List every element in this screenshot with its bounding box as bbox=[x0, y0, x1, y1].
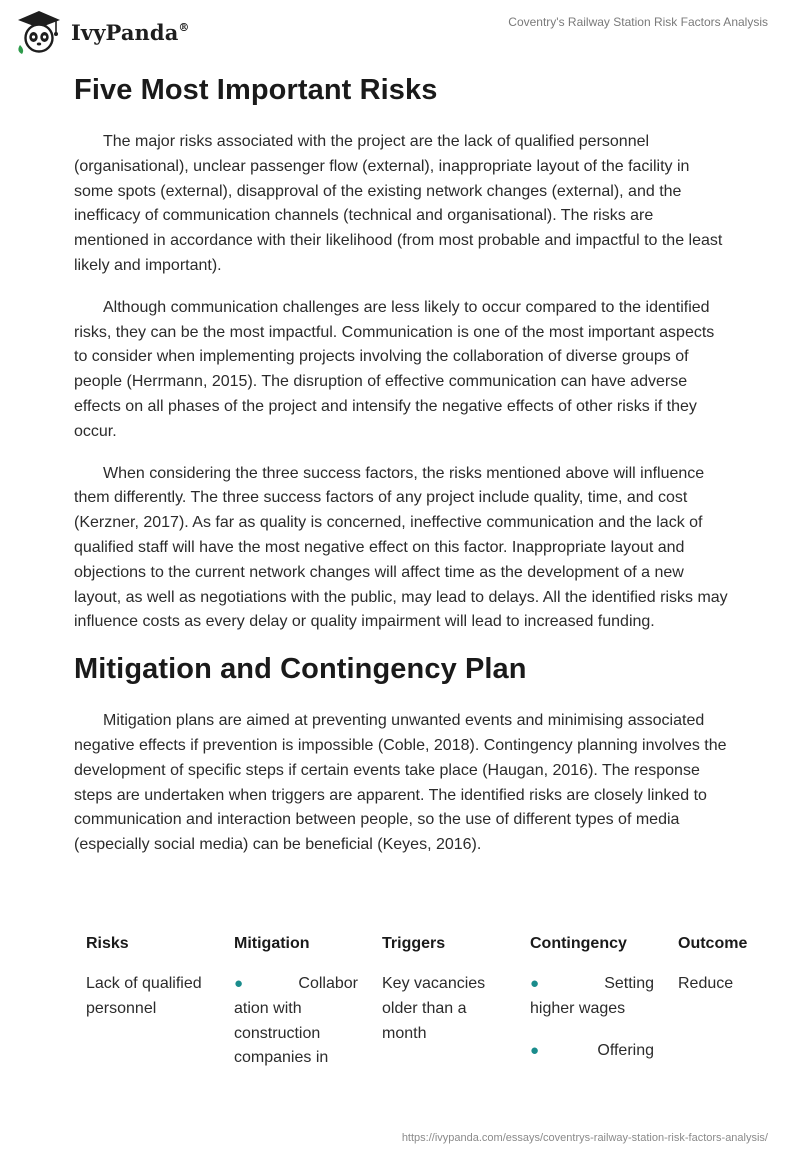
cell-risk: Lack of qualified personnel bbox=[86, 975, 202, 1017]
paragraph: Although communication challenges are less likely to occur compared to the identified risks, they can be the most impactful. Communication is one of the most important aspects to consider when implementing projects involving the collaboration of diverse groups of people (Herrmann, 2015). The disruption of effective communication can have adverse effects on all phases of the project and intensify the negative effects of other risks if they occur. bbox=[74, 298, 715, 440]
column-header-contingency: Contingency bbox=[530, 935, 627, 952]
bullet-icon: ● bbox=[530, 1041, 540, 1059]
column-header-outcome: Outcome bbox=[678, 935, 748, 952]
brand-name: IvyPanda® bbox=[71, 19, 190, 45]
column-header-mitigation: Mitigation bbox=[234, 935, 310, 952]
page-header bbox=[0, 0, 800, 62]
section-heading-risks: Five Most Important Risks bbox=[74, 74, 438, 106]
table-header-row bbox=[74, 928, 800, 968]
paragraph: Mitigation plans are aimed at preventing unwanted events and minimising associated negative effects if prevention is impossible (Coble, 2018). Contingency planning involves the development of specific steps if certain events take place (Haugan, 2016). The response steps are undertaken when triggers are apparent. The identified risks are closely linked to communication and interaction between people, so the use of different types of media (especially social media) can be beneficial (Keyes, 2016). bbox=[74, 712, 727, 854]
table-row bbox=[74, 968, 800, 1071]
risk-table bbox=[74, 928, 800, 1071]
document-title: Coventry's Railway Station Risk Factors Analysis bbox=[508, 15, 768, 29]
bullet-first-word: Setting bbox=[604, 975, 654, 992]
panda-graduate-icon bbox=[14, 9, 64, 55]
cell-trigger: Key vacancies older than a month bbox=[382, 975, 486, 1042]
bullet-icon: ● bbox=[234, 975, 244, 992]
cell-mitigation bbox=[222, 972, 370, 1071]
column-header-risks: Risks bbox=[86, 935, 129, 952]
bullet-first-word: Offering bbox=[597, 1041, 654, 1059]
brand-logo[interactable] bbox=[14, 8, 190, 56]
bullet-first-word: Collabor bbox=[298, 975, 358, 992]
list-item bbox=[234, 972, 358, 1071]
section-heading-mitigation: Mitigation and Contingency Plan bbox=[74, 653, 527, 686]
bullet-icon: ● bbox=[530, 975, 540, 992]
cell-contingency bbox=[518, 972, 666, 1071]
list-item bbox=[530, 1039, 654, 1064]
bullet-text: ation with construction companies in bbox=[234, 999, 329, 1067]
paragraph: The major risks associated with the project are the lack of qualified personnel (organisational), unclear passenger flow (external), inappropriate layout of the facility in some spots (external), disapproval of the existing network changes (external), and the inefficacy of communication channels (technical and organisational). The risks are mentioned in accordance with their likelihood (from most probable and impactful to the least likely and important). bbox=[74, 133, 723, 274]
paragraph: When considering the three success factors, the risks mentioned above will influence them differently. The three success factors of any project include quality, time, and cost (Kerzner, 2017). As far as quality is concerned, ineffective communication and the lack of qualified staff will have the most negative effect on this factor. Inappropriate layout and objections to the current network changes will affect time as the development of a new layout, as well as negotiations with the public, may lead to delays. All the identified risks may influence costs as every delay or quality impairment will lead to increased funding. bbox=[74, 464, 728, 631]
column-header-triggers: Triggers bbox=[382, 935, 446, 952]
cell-outcome: Reduce bbox=[678, 975, 734, 992]
source-url[interactable]: https://ivypanda.com/essays/coventrys-railway-station-risk-factors-analysis/ bbox=[401, 1132, 768, 1144]
article-body bbox=[74, 72, 730, 858]
bullet-text: higher wages bbox=[530, 999, 626, 1017]
list-item bbox=[530, 972, 654, 1022]
